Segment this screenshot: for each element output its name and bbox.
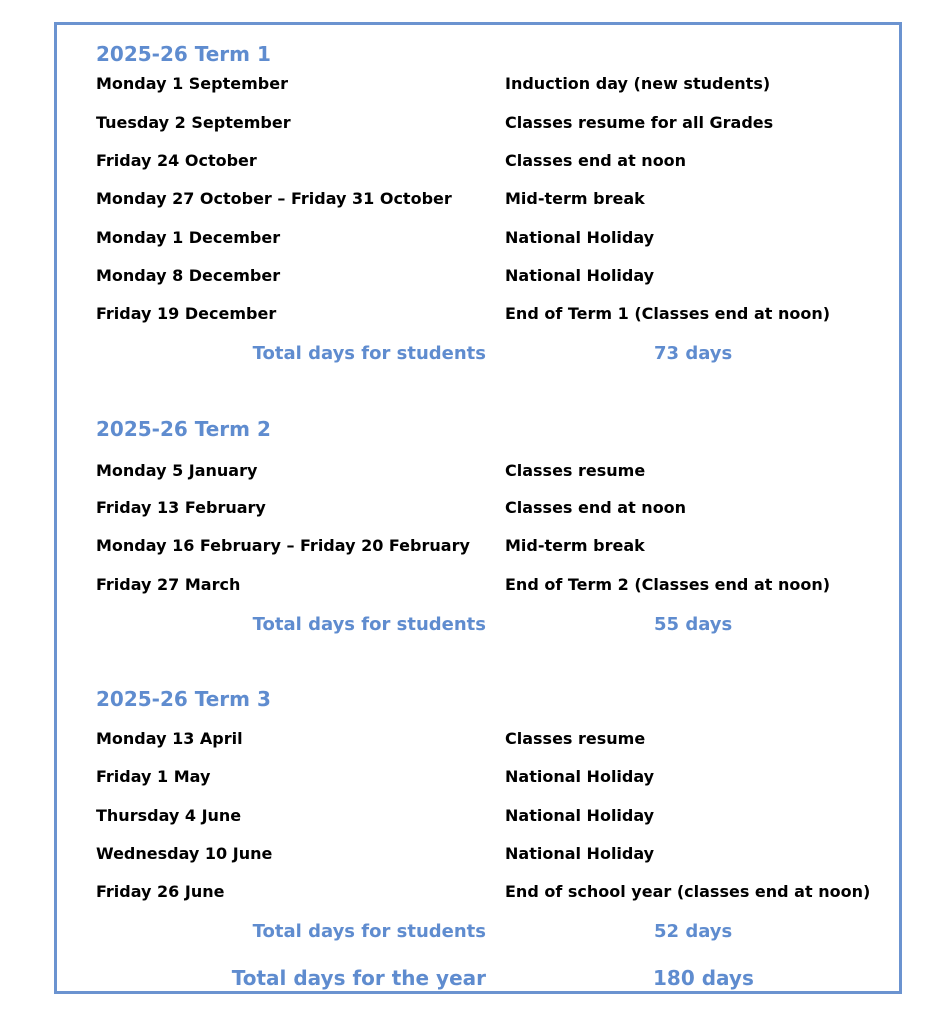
term-3-total-label: Total days for students [252, 921, 486, 942]
term-2-heading: 2025-26 Term 2 [96, 417, 271, 441]
term-1-row-6-date: Monday 8 December [96, 266, 281, 285]
term-3-row-4-event: National Holiday [505, 844, 655, 863]
term-1-row-4-event: Mid-term break [505, 189, 645, 208]
term-1-row-5-event: National Holiday [505, 228, 655, 247]
term-1-row-6-event: National Holiday [505, 266, 655, 285]
term-1-row-1-event: Induction day (new students) [505, 74, 771, 93]
term-3-row-2-date: Friday 1 May [96, 767, 211, 786]
term-3-row-3-date: Thursday 4 June [96, 806, 242, 825]
term-1-row-2-date: Tuesday 2 September [96, 113, 291, 132]
term-3-row-5-event: End of school year (classes end at noon) [505, 882, 871, 901]
year-total-value: 180 days [653, 966, 754, 990]
term-2-row-3-event: Mid-term break [505, 536, 645, 555]
term-1-row-5-date: Monday 1 December [96, 228, 281, 247]
term-1-row-4-date: Monday 27 October – Friday 31 October [96, 189, 452, 208]
term-2-row-2-date: Friday 13 February [96, 498, 266, 517]
term-1-row-1-date: Monday 1 September [96, 74, 288, 93]
term-1-row-3-date: Friday 24 October [96, 151, 257, 170]
term-1-heading: 2025-26 Term 1 [96, 42, 271, 66]
term-1-row-2-event: Classes resume for all Grades [505, 113, 774, 132]
term-3-heading: 2025-26 Term 3 [96, 687, 271, 711]
term-3-row-4-date: Wednesday 10 June [96, 844, 273, 863]
term-1-total-value: 73 days [654, 343, 733, 364]
term-1-row-7-date: Friday 19 December [96, 304, 277, 323]
term-2-row-1-event: Classes resume [505, 461, 646, 480]
term-2-row-4-date: Friday 27 March [96, 575, 241, 594]
term-3-row-1-date: Monday 13 April [96, 729, 243, 748]
term-3-row-5-date: Friday 26 June [96, 882, 225, 901]
term-3-row-1-event: Classes resume [505, 729, 646, 748]
term-1-row-7-event: End of Term 1 (Classes end at noon) [505, 304, 831, 323]
term-3-row-2-event: National Holiday [505, 767, 655, 786]
term-3-row-3-event: National Holiday [505, 806, 655, 825]
term-2-row-4-event: End of Term 2 (Classes end at noon) [505, 575, 831, 594]
year-total-label: Total days for the year [231, 966, 486, 990]
term-2-row-1-date: Monday 5 January [96, 461, 258, 480]
term-2-total-label: Total days for students [252, 614, 486, 635]
term-2-row-2-event: Classes end at noon [505, 498, 687, 517]
term-2-row-3-date: Monday 16 February – Friday 20 February [96, 536, 470, 555]
term-1-total-label: Total days for students [252, 343, 486, 364]
term-2-total-value: 55 days [654, 614, 733, 635]
term-3-total-value: 52 days [654, 921, 733, 942]
term-1-row-3-event: Classes end at noon [505, 151, 687, 170]
